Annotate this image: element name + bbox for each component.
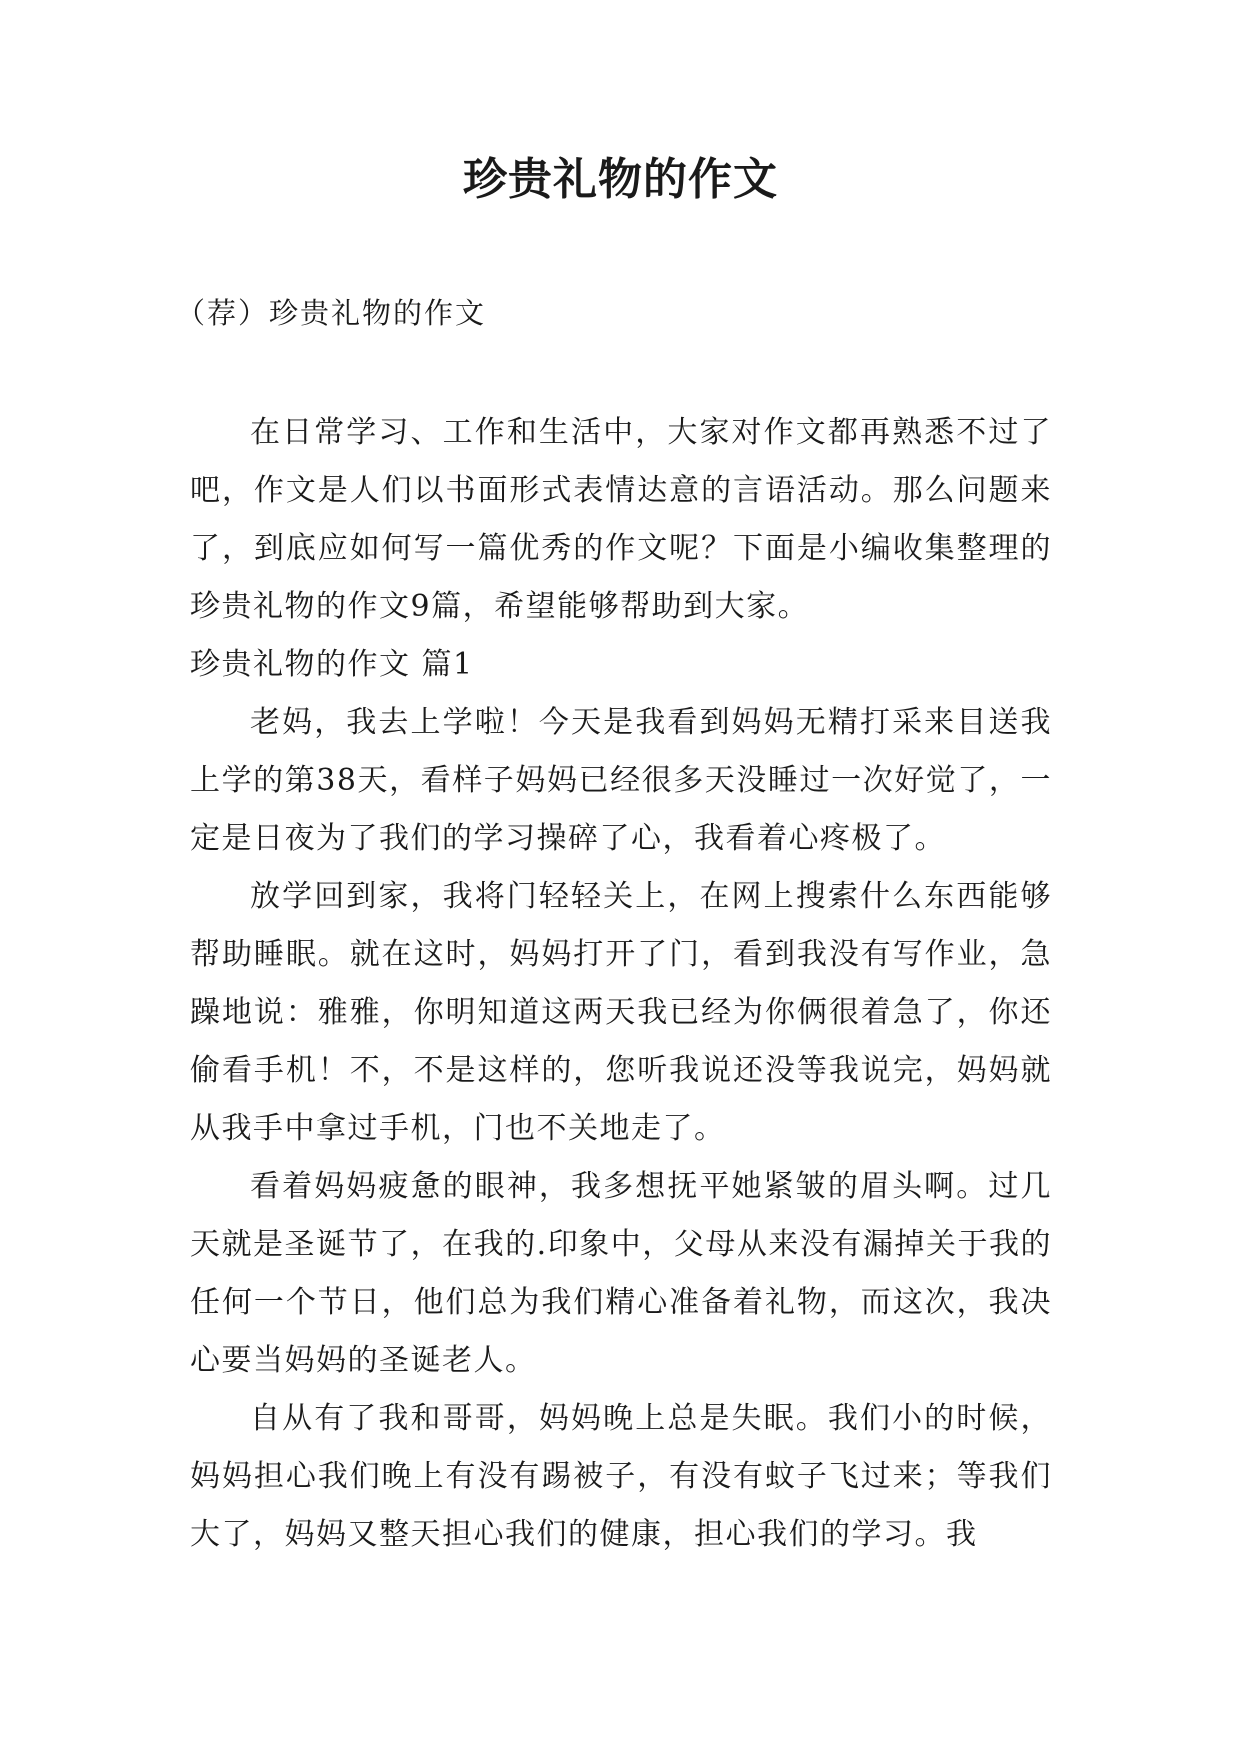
body-paragraph-3: 看着妈妈疲惫的眼神，我多想抚平她紧皱的眉头啊。过几天就是圣诞节了，在我的.印象中，父母从来没有漏掉关于我的任何一个节日，他们总为我们精心准备着礼物，而这次，我决心要当妈妈的圣诞老人。	[190, 1169, 1052, 1378]
document-title: 珍贵礼物的作文	[463, 154, 778, 205]
body-paragraph-1: 老妈，我去上学啦！今天是我看到妈妈无精打采来目送我上学的第38天，看样子妈妈已经很多天没睡过一次好觉了，一定是日夜为了我们的学习操碎了心，我看着心疼极了。	[190, 705, 1052, 856]
body-paragraph-2: 放学回到家，我将门轻轻关上，在网上搜索什么东西能够帮助睡眠。就在这时，妈妈打开了门，看到我没有写作业，急躁地说：雅雅，你明知道这两天我已经为你俩很着急了，你还偷看手机！不，不是这样的，您听我说还没等我说完，妈妈就从我手中拿过手机，门也不关地走了。	[190, 879, 1052, 1146]
body-paragraph-4: 自从有了我和哥哥，妈妈晚上总是失眠。我们小的时候，妈妈担心我们晚上有没有踢被子，有没有蚊子飞过来；等我们大了，妈妈又整天担心我们的健康，担心我们的学习。我	[190, 1401, 1052, 1552]
intro-paragraph: 在日常学习、工作和生活中，大家对作文都再熟悉不过了吧，作文是人们以书面形式表情达意的言语活动。那么问题来了，到底应如何写一篇优秀的作文呢？下面是小编收集整理的珍贵礼物的作文9篇，希望能够帮助到大家。	[190, 415, 1052, 624]
document-subtitle: （荐）珍贵礼物的作文	[176, 296, 487, 330]
section-heading: 珍贵礼物的作文 篇1	[190, 647, 474, 682]
document-body	[190, 404, 1052, 1564]
